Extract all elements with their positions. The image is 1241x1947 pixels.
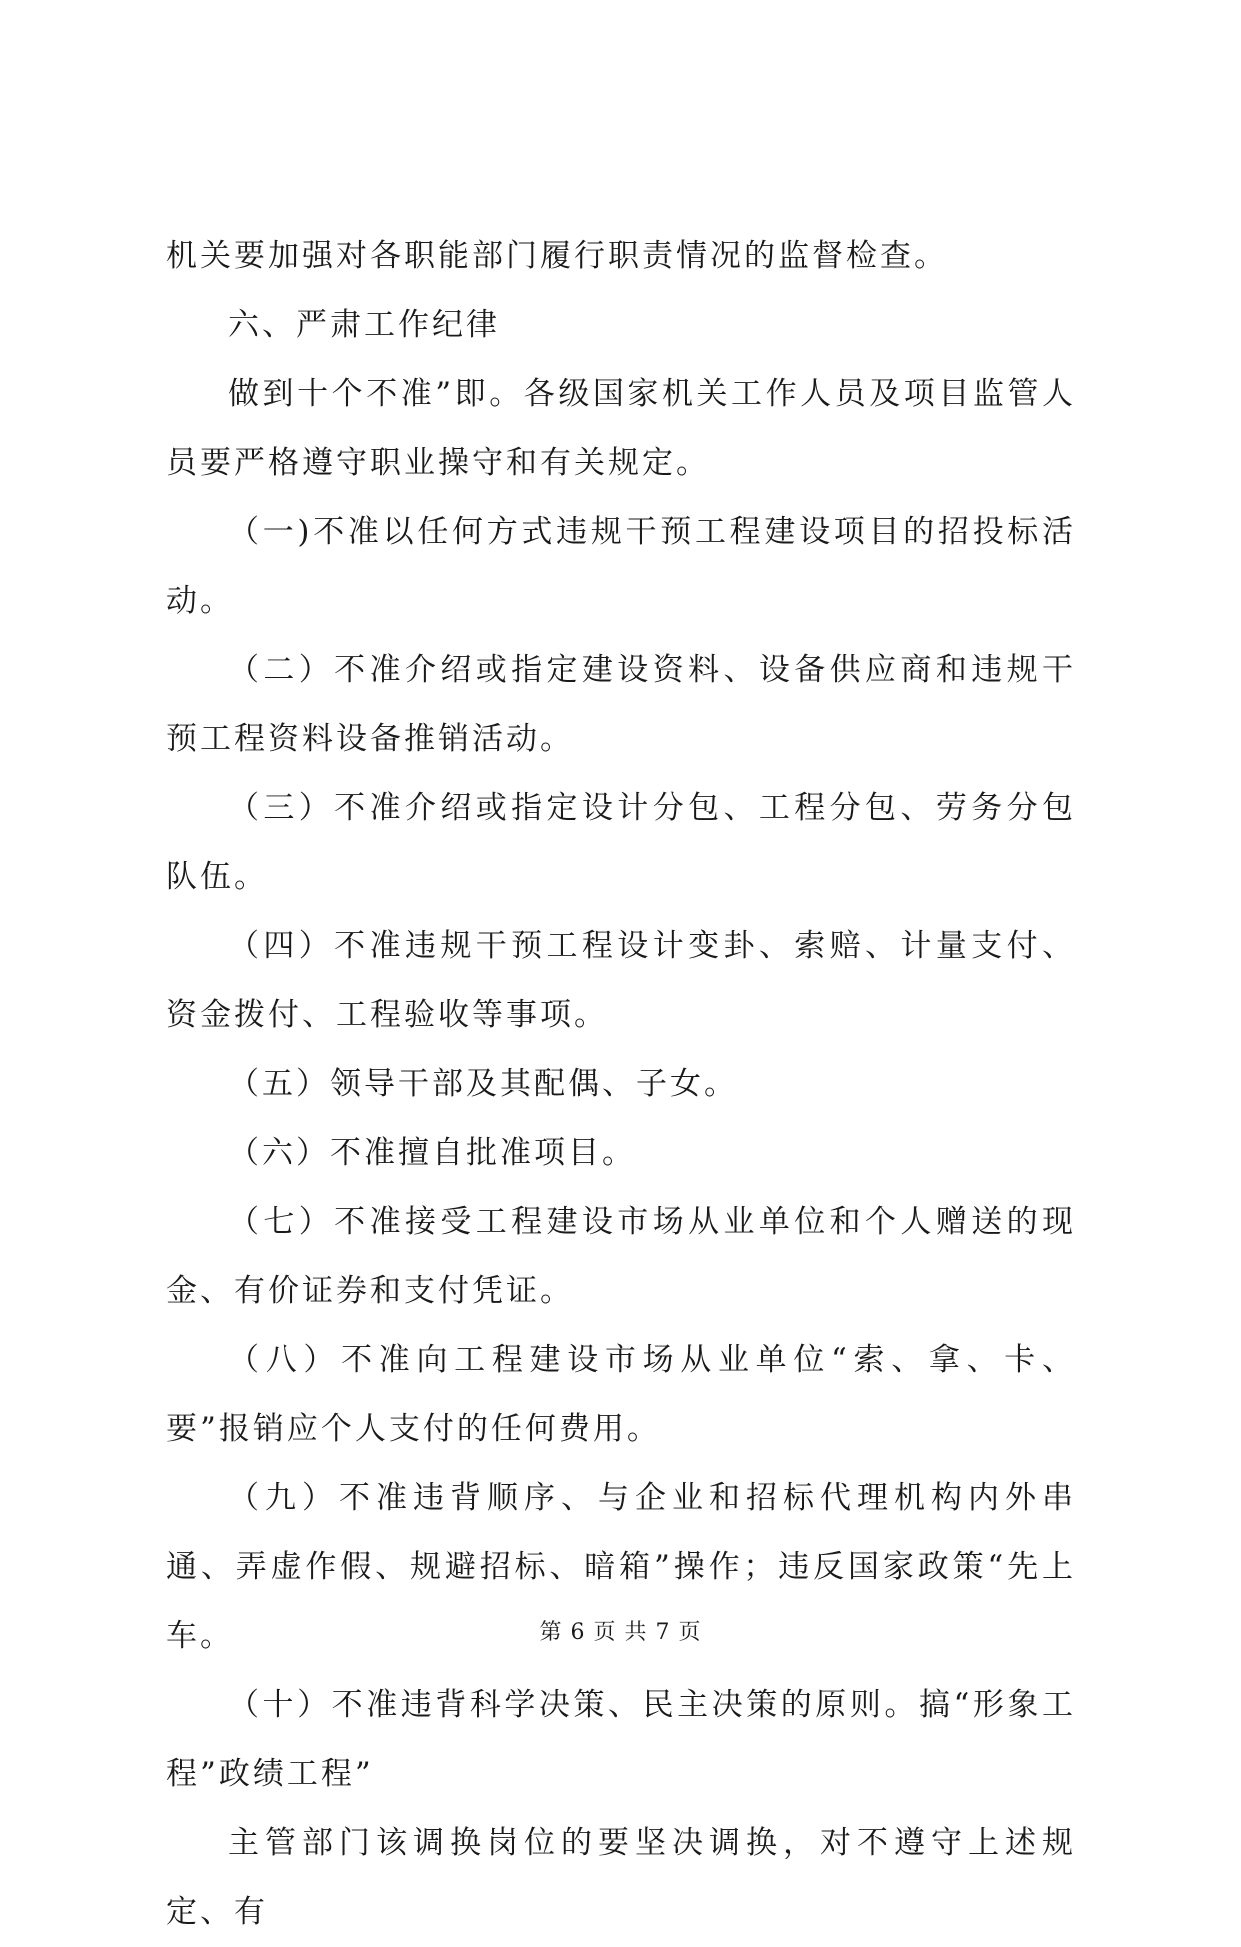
rule-item-3: （三）不准介绍或指定设计分包、工程分包、劳务分包队伍。	[166, 790, 1076, 895]
rule-item-10: （十）不准违背科学决策、民主决策的原则。搞“形象工程”政绩工程”	[166, 1687, 1076, 1792]
paragraph-intro: 做到十个不准”即。各级国家机关工作人员及项目监管人员要严格遵守职业操守和有关规定。	[166, 376, 1076, 481]
document-body	[166, 222, 1076, 1947]
rule-item-9: （九）不准违背顺序、与企业和招标代理机构内外串通、弄虚作假、规避招标、暗箱”操作；违反国家政策“先上车。	[166, 1480, 1076, 1654]
rule-item-4: （四）不准违规干预工程设计变卦、索赔、计量支付、资金拨付、工程验收等事项。	[166, 928, 1076, 1033]
rule-item-7: （七）不准接受工程建设市场从业单位和个人赠送的现金、有价证券和支付凭证。	[166, 1204, 1076, 1309]
rule-item-2: （二）不准介绍或指定建设资料、设备供应商和违规干预工程资料设备推销活动。	[166, 652, 1076, 757]
rule-item-8: （八）不准向工程建设市场从业单位“索、拿、卡、要”报销应个人支付的任何费用。	[166, 1342, 1076, 1447]
paragraph-continuation: 机关要加强对各职能部门履行职责情况的监督检查。	[166, 238, 948, 274]
rule-item-5: （五）领导干部及其配偶、子女。	[228, 1066, 738, 1102]
paragraph-closing: 主管部门该调换岗位的要坚决调换，对不遵守上述规定、有	[166, 1825, 1076, 1930]
rule-item-6: （六）不准擅自批准项目。	[228, 1135, 636, 1171]
page-number-label: 第 6 页 共 7 页	[539, 1620, 702, 1645]
rule-item-1: （一)不准以任何方式违规干预工程建设项目的招投标活动。	[166, 514, 1076, 619]
section-heading: 六、严肃工作纪律	[228, 307, 500, 343]
page-footer	[0, 1618, 1241, 1648]
